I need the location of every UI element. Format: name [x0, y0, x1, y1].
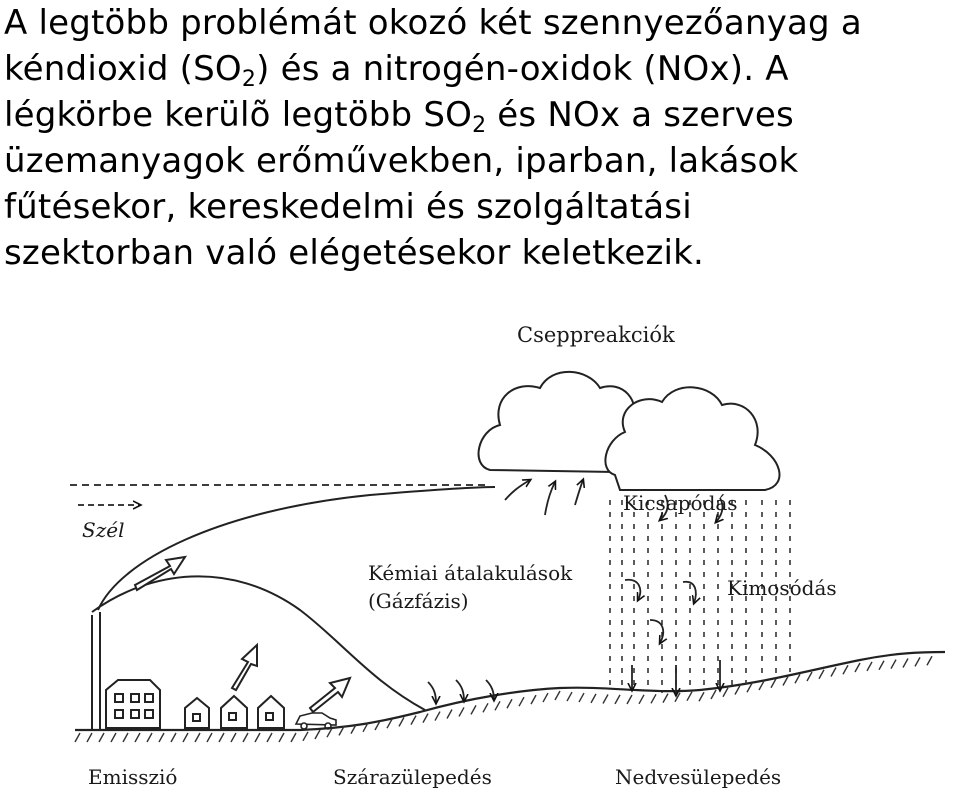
ground-hatch-mark: [819, 670, 824, 679]
label-washout: Kimosódás: [727, 576, 837, 600]
label-wet-deposition: Nedvesülepedés: [615, 765, 782, 789]
ground-hatch-mark: [855, 663, 860, 672]
ground-hatch-mark: [279, 733, 284, 742]
intro-line-6: szektorban való elégetésekor keletkezik.: [4, 233, 705, 272]
ground-hatch-mark: [471, 705, 476, 714]
updraft-arrows: [505, 480, 583, 515]
intro-line-3-end: és NOx a szerves: [486, 95, 794, 135]
ground-hatch-mark: [627, 695, 632, 704]
updraft-arrow-icon: [505, 480, 530, 500]
ground-hatch-mark: [111, 733, 116, 742]
ground-hatch-mark: [723, 688, 728, 697]
ground-hatch-mark: [555, 691, 560, 700]
ground-hatch-mark: [483, 703, 488, 712]
ground-hatch-mark: [87, 733, 92, 742]
ground-hatch-mark: [255, 733, 260, 742]
ground-hatch-mark: [207, 733, 212, 742]
ground-hatch-mark: [903, 658, 908, 667]
ground-hatch-mark: [435, 712, 440, 721]
ground-hatch-mark: [99, 733, 104, 742]
ground-hatch-mark: [579, 693, 584, 702]
ground-hatch-mark: [567, 692, 572, 701]
ground-hatch-mark: [927, 656, 932, 665]
chimney-icon: [92, 612, 100, 730]
wind: [70, 485, 490, 505]
ground-hatch-mark: [735, 686, 740, 695]
washout-arrows: [625, 495, 723, 643]
intro-line-4: üzemanyagok erőművekben, iparban, lakások: [4, 141, 799, 181]
clouds: [479, 372, 780, 490]
ground-hatch-mark: [807, 672, 812, 681]
ground-hatch-mark: [891, 660, 896, 669]
ground-hatch-mark: [399, 717, 404, 726]
label-droplet-reactions: Cseppreakciók: [517, 323, 675, 347]
label-impaction: Kicsapódás: [623, 491, 738, 515]
ground-hatch-mark: [495, 701, 500, 710]
ground-hatch-mark: [411, 716, 416, 725]
ground-hatch-mark: [843, 665, 848, 674]
ground-hatch-mark: [543, 693, 548, 702]
label-chemical-transformations: Kémiai átalakulások: [368, 561, 573, 585]
ground-hatch-mark: [243, 733, 248, 742]
label-dry-deposition: Szárazülepedés: [333, 765, 492, 789]
label-emission: Emisszió: [88, 765, 178, 789]
ground-hatch-mark: [123, 733, 128, 742]
ground-hatch-mark: [291, 733, 296, 742]
intro-line-3-start: légkörbe kerülõ legtöbb SO: [4, 95, 473, 135]
ground-hatch-mark: [603, 695, 608, 704]
ground-hatch-mark: [651, 694, 656, 703]
houses: [185, 696, 284, 728]
factory-icon: [106, 680, 160, 728]
ground-hatch-mark: [747, 683, 752, 692]
updraft-arrow-icon: [575, 480, 583, 505]
intro-line-2-end: ) és a nitrogén-oxidok (NOx). A: [256, 49, 789, 89]
ground-hatch-mark: [507, 699, 512, 708]
ground-hatch-mark: [915, 657, 920, 666]
ground-hatch-mark: [687, 692, 692, 701]
ground-hatch-mark: [879, 661, 884, 670]
emission-arrow-icon: [310, 678, 350, 712]
ground-hatch-mark: [135, 733, 140, 742]
ground-hatch-mark: [219, 733, 224, 742]
intro-line-1: A legtöbb problémát okozó két szennyezőanyag a: [4, 3, 862, 43]
ground-hatch-mark: [423, 714, 428, 723]
ground-hatch-mark: [519, 697, 524, 706]
ground-hatch-mark: [459, 707, 464, 716]
ground-hatch-mark: [639, 695, 644, 704]
ground-hatch-mark: [711, 690, 716, 699]
so2-subscript: 2: [472, 113, 487, 138]
emission-arrow-icon: [232, 645, 257, 690]
dry-deposition-arrow-icon: [428, 682, 436, 703]
dry-deposition-arrow-icon: [456, 680, 464, 701]
ground-hatch-mark: [195, 733, 200, 742]
ground-hatch-mark: [771, 679, 776, 688]
ground-hatch-mark: [663, 694, 668, 703]
ground-hatch-mark: [447, 710, 452, 719]
ground-hatch-mark: [147, 733, 152, 742]
ground-hatch-mark: [531, 695, 536, 704]
label-gas-phase: (Gázfázis): [368, 589, 469, 613]
ground-hatch-mark: [867, 662, 872, 671]
ground-hatch-mark: [699, 692, 704, 701]
deposition-arrows: [428, 660, 720, 703]
ground-hatch-mark: [231, 733, 236, 742]
so2-subscript: 2: [241, 67, 257, 92]
emission-arrows: [135, 557, 350, 712]
label-wind: Szél: [82, 518, 125, 542]
ground-hatch-mark: [303, 732, 308, 741]
ground-hatch-mark: [615, 695, 620, 704]
ground-hatch-mark: [159, 733, 164, 742]
ground-hatch-mark: [183, 733, 188, 742]
washout-arrow-icon: [650, 620, 663, 643]
ground-hatch-mark: [171, 733, 176, 742]
updraft-arrow-icon: [545, 482, 555, 515]
ground-hatch-mark: [75, 733, 80, 742]
ground-hatch-mark: [831, 668, 836, 677]
ground-hatch-mark: [267, 733, 272, 742]
ground-hatch-mark: [315, 730, 320, 739]
ground-hatch-mark: [591, 694, 596, 703]
intro-line-2-start: kéndioxid (SO: [4, 49, 242, 89]
ground-hatch-mark: [795, 674, 800, 683]
intro-line-5: fűtésekor, kereskedelmi és szolgáltatási: [4, 187, 692, 227]
washout-arrow-icon: [625, 580, 640, 600]
ground-hatch-mark: [783, 677, 788, 686]
car-icon: [296, 713, 336, 729]
